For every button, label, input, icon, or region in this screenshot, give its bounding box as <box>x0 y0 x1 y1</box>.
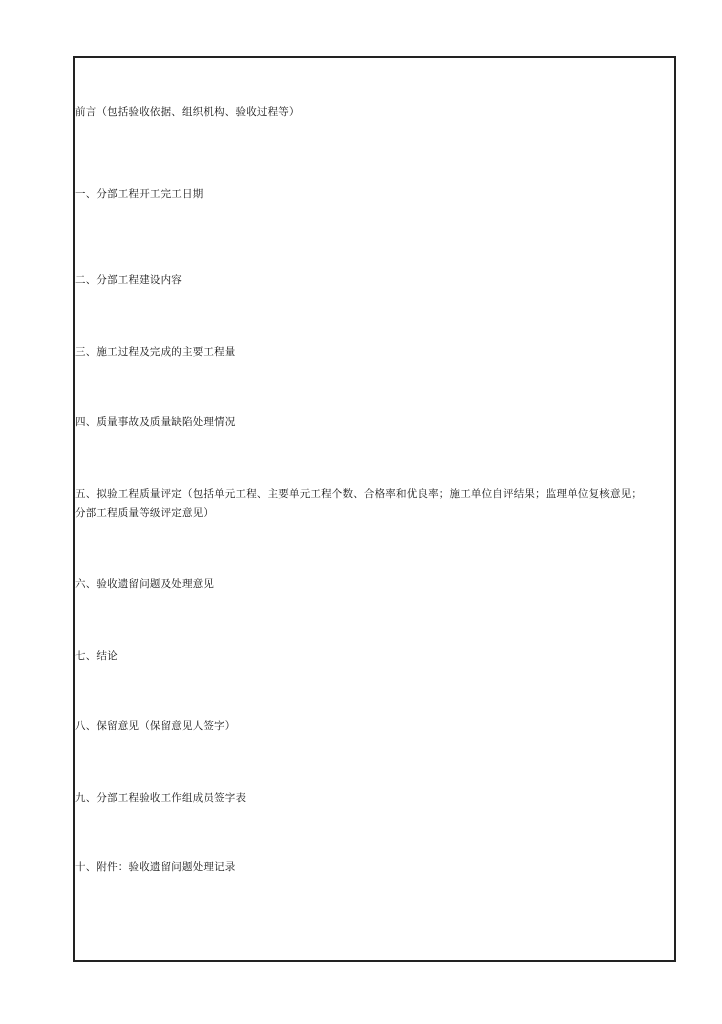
section-7-heading: 七、结论 <box>75 650 118 662</box>
section-5-heading-line-2: 分部工程质量等级评定意见） <box>75 507 215 519</box>
section-2-heading: 二、分部工程建设内容 <box>75 274 182 286</box>
preface-heading: 前言（包括验收依据、组织机构、验收过程等） <box>75 106 300 118</box>
section-10-heading: 十、附件：验收遗留问题处理记录 <box>75 861 236 873</box>
section-4-heading: 四、质量事故及质量缺陷处理情况 <box>75 416 236 428</box>
section-6-heading: 六、验收遗留问题及处理意见 <box>75 578 215 590</box>
section-5-heading-line-1: 五、拟验工程质量评定（包括单元工程、主要单元工程个数、合格率和优良率；施工单位自评结果；监理单位复核意见； <box>75 488 643 500</box>
section-3-heading: 三、施工过程及完成的主要工程量 <box>75 346 236 358</box>
section-1-heading: 一、分部工程开工完工日期 <box>75 188 204 200</box>
section-9-heading: 九、分部工程验收工作组成员签字表 <box>75 792 247 804</box>
section-8-heading: 八、保留意见（保留意见人签字） <box>75 720 236 732</box>
